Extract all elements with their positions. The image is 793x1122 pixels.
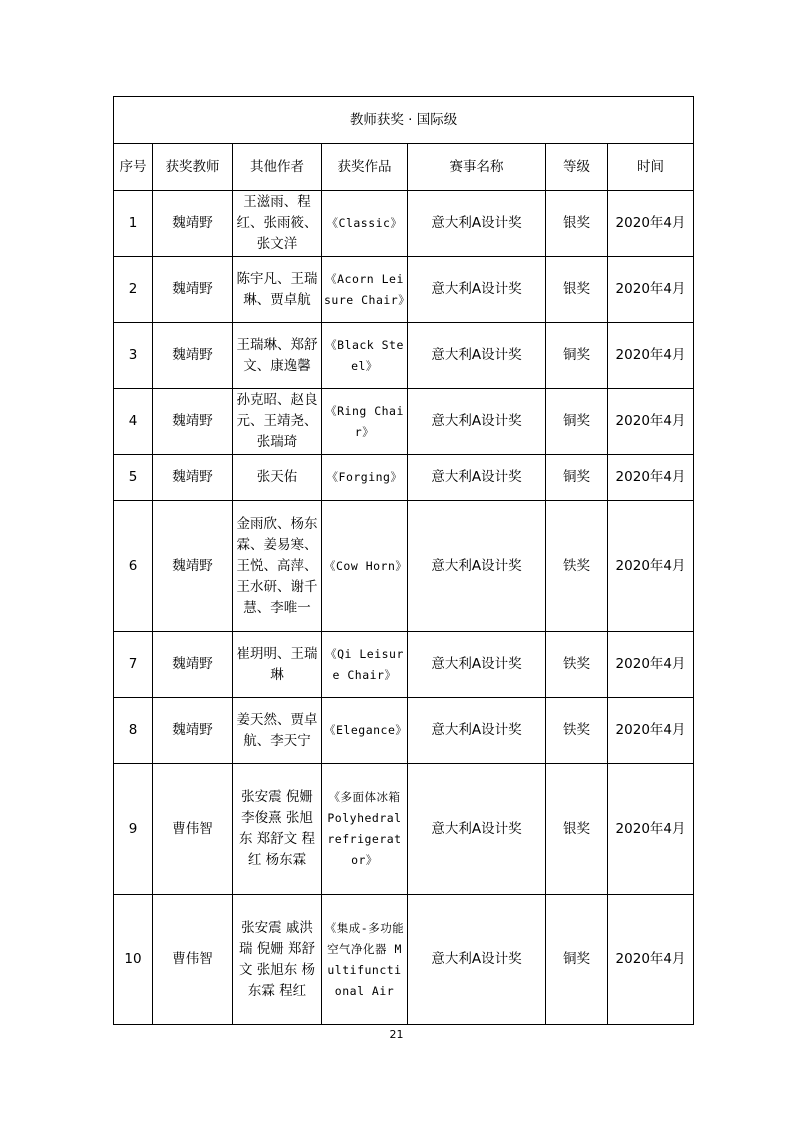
- header-level: 等级: [546, 144, 608, 191]
- cell-level: 铁奖: [546, 632, 608, 698]
- cell-authors: 孙克昭、赵良元、王靖尧、张瑞琦: [233, 389, 322, 455]
- cell-level: 铜奖: [546, 895, 608, 1025]
- cell-teacher: 魏靖野: [153, 632, 233, 698]
- cell-work: 《Classic》: [322, 191, 408, 257]
- cell-event: 意大利A设计奖: [408, 764, 546, 895]
- cell-no: 9: [114, 764, 153, 895]
- header-teacher: 获奖教师: [153, 144, 233, 191]
- cell-date: 2020年4月: [608, 764, 694, 895]
- cell-authors: 崔玥明、王瑞琳: [233, 632, 322, 698]
- cell-level: 铁奖: [546, 698, 608, 764]
- cell-no: 6: [114, 501, 153, 632]
- cell-event: 意大利A设计奖: [408, 191, 546, 257]
- cell-teacher: 魏靖野: [153, 501, 233, 632]
- cell-level: 银奖: [546, 764, 608, 895]
- table-row: [114, 323, 694, 389]
- cell-teacher: 魏靖野: [153, 455, 233, 501]
- cell-no: 5: [114, 455, 153, 501]
- cell-level: 铜奖: [546, 455, 608, 501]
- table-row: [114, 764, 694, 895]
- cell-work: 《集成-多功能空气净化器 Multifunctional Air: [322, 895, 408, 1025]
- cell-no: 4: [114, 389, 153, 455]
- cell-date: 2020年4月: [608, 389, 694, 455]
- cell-level: 银奖: [546, 191, 608, 257]
- cell-event: 意大利A设计奖: [408, 698, 546, 764]
- cell-level: 铜奖: [546, 323, 608, 389]
- table-row: [114, 389, 694, 455]
- cell-authors: 张天佑: [233, 455, 322, 501]
- header-row: [114, 144, 694, 191]
- cell-event: 意大利A设计奖: [408, 455, 546, 501]
- table-row: [114, 455, 694, 501]
- cell-authors: 陈宇凡、王瑞琳、贾卓航: [233, 257, 322, 323]
- cell-date: 2020年4月: [608, 501, 694, 632]
- cell-date: 2020年4月: [608, 323, 694, 389]
- table-row: [114, 191, 694, 257]
- cell-level: 银奖: [546, 257, 608, 323]
- cell-work: 《Acorn Leisure Chair》: [322, 257, 408, 323]
- table-row: [114, 895, 694, 1025]
- header-work: 获奖作品: [322, 144, 408, 191]
- header-event: 赛事名称: [408, 144, 546, 191]
- cell-no: 10: [114, 895, 153, 1025]
- cell-authors: 王瑞琳、郑舒文、康逸馨: [233, 323, 322, 389]
- cell-date: 2020年4月: [608, 895, 694, 1025]
- cell-no: 8: [114, 698, 153, 764]
- table-row: [114, 501, 694, 632]
- awards-table: [113, 96, 694, 1025]
- cell-authors: 金雨欣、杨东霖、姜易寒、王悦、高萍、王水研、谢千慧、李唯一: [233, 501, 322, 632]
- cell-event: 意大利A设计奖: [408, 323, 546, 389]
- cell-teacher: 曹伟智: [153, 895, 233, 1025]
- cell-teacher: 曹伟智: [153, 764, 233, 895]
- cell-teacher: 魏靖野: [153, 191, 233, 257]
- table-caption: 教师获奖 · 国际级: [114, 97, 694, 144]
- header-no: 序号: [114, 144, 153, 191]
- cell-authors: 张安震 倪姗 李俊熹 张旭东 郑舒文 程红 杨东霖: [233, 764, 322, 895]
- cell-level: 铜奖: [546, 389, 608, 455]
- cell-date: 2020年4月: [608, 455, 694, 501]
- cell-event: 意大利A设计奖: [408, 632, 546, 698]
- cell-event: 意大利A设计奖: [408, 895, 546, 1025]
- cell-event: 意大利A设计奖: [408, 389, 546, 455]
- cell-authors: 王滋雨、程红、张雨筱、张文洋: [233, 191, 322, 257]
- cell-no: 3: [114, 323, 153, 389]
- cell-level: 铁奖: [546, 501, 608, 632]
- cell-teacher: 魏靖野: [153, 323, 233, 389]
- cell-work: 《Ring Chair》: [322, 389, 408, 455]
- cell-work: 《Forging》: [322, 455, 408, 501]
- cell-no: 2: [114, 257, 153, 323]
- cell-work: 《Black Steel》: [322, 323, 408, 389]
- cell-work: 《多面体冰箱 Polyhedral refrigerator》: [322, 764, 408, 895]
- header-date: 时间: [608, 144, 694, 191]
- cell-no: 1: [114, 191, 153, 257]
- cell-event: 意大利A设计奖: [408, 501, 546, 632]
- cell-teacher: 魏靖野: [153, 389, 233, 455]
- cell-date: 2020年4月: [608, 698, 694, 764]
- cell-teacher: 魏靖野: [153, 257, 233, 323]
- cell-work: 《Elegance》: [322, 698, 408, 764]
- cell-authors: 张安震 戚洪瑞 倪姗 郑舒文 张旭东 杨东霖 程红: [233, 895, 322, 1025]
- cell-work: 《Cow Horn》: [322, 501, 408, 632]
- table-row: [114, 698, 694, 764]
- cell-no: 7: [114, 632, 153, 698]
- cell-date: 2020年4月: [608, 632, 694, 698]
- cell-date: 2020年4月: [608, 191, 694, 257]
- cell-work: 《Qi Leisure Chair》: [322, 632, 408, 698]
- cell-authors: 姜天然、贾卓航、李天宁: [233, 698, 322, 764]
- header-authors: 其他作者: [233, 144, 322, 191]
- table-row: [114, 632, 694, 698]
- cell-event: 意大利A设计奖: [408, 257, 546, 323]
- page-number: 21: [389, 1028, 404, 1041]
- cell-date: 2020年4月: [608, 257, 694, 323]
- cell-teacher: 魏靖野: [153, 698, 233, 764]
- table-row: [114, 257, 694, 323]
- caption-row: [114, 97, 694, 144]
